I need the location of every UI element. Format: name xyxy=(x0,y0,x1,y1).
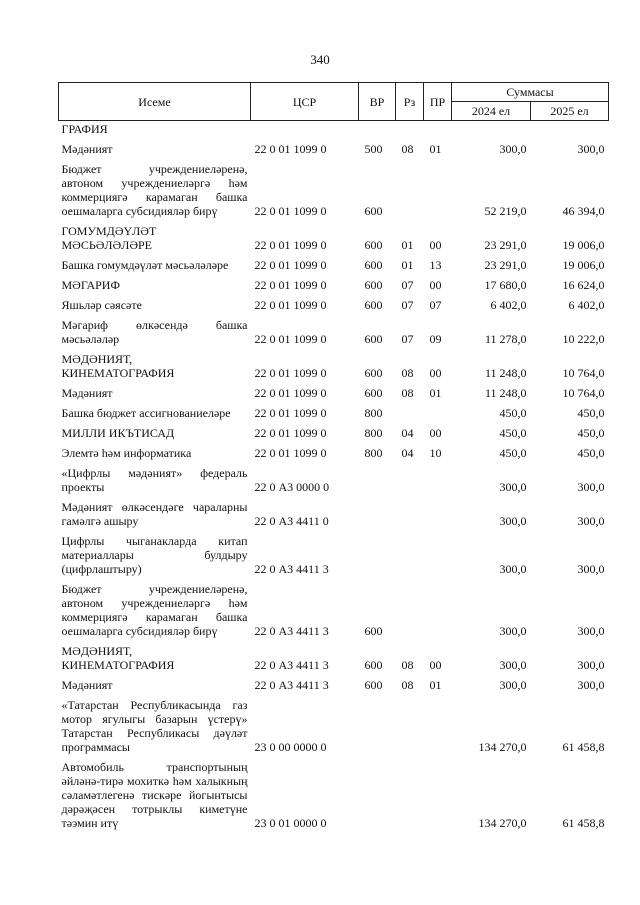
row-csr-code: 22 0 01 1099 0 xyxy=(254,278,327,292)
row-rz-code: 07 xyxy=(401,298,414,312)
row-vr-code: 600 xyxy=(364,678,383,692)
table-row xyxy=(59,274,609,294)
row-vr-code: 600 xyxy=(364,624,383,638)
header-year-2024: 2024 ел xyxy=(452,102,531,121)
page-number: 340 xyxy=(310,52,330,67)
row-amount-2025: 300,0 xyxy=(577,658,605,672)
row-vr-code: 600 xyxy=(364,258,383,272)
row-amount-2024: 300,0 xyxy=(499,678,527,692)
row-amount-2024: 300,0 xyxy=(499,562,527,576)
row-pr-code: 01 xyxy=(429,678,442,692)
row-rz-code: 08 xyxy=(401,142,414,156)
row-csr-code: 22 0 01 1099 0 xyxy=(254,366,327,380)
row-pr-code: 07 xyxy=(429,298,442,312)
table-row xyxy=(59,530,609,578)
row-pr-code: 00 xyxy=(429,238,442,252)
row-vr-code: 600 xyxy=(364,238,383,252)
row-name: «Цифрлы мәдәният» федераль проекты xyxy=(61,466,248,494)
row-rz-code xyxy=(396,158,424,220)
row-amount-2025: 10 764,0 xyxy=(562,386,605,400)
row-csr-code: 22 0 А3 4411 0 xyxy=(254,514,329,528)
row-vr-code: 600 xyxy=(364,278,383,292)
row-pr-code: 13 xyxy=(429,258,442,272)
row-amount-2024: 134 270,0 xyxy=(478,816,527,830)
table-row xyxy=(59,254,609,274)
row-csr-code: 22 0 01 1099 0 xyxy=(254,332,327,346)
row-pr-code: 00 xyxy=(429,278,442,292)
row-name: Мәдәният xyxy=(61,678,113,692)
row-name: Башка гомумдәүләт мәсьәләләре xyxy=(61,258,229,272)
row-amount-2024: 300,0 xyxy=(499,514,527,528)
row-vr-code: 800 xyxy=(364,426,383,440)
row-amount-2025: 6 402,0 xyxy=(568,298,605,312)
table-row xyxy=(59,422,609,442)
row-rz-code xyxy=(396,462,424,496)
row-pr-code xyxy=(424,121,452,139)
row-csr-code: 23 0 00 0000 0 xyxy=(254,740,327,754)
row-vr-code xyxy=(359,496,396,530)
row-amount-2024: 300,0 xyxy=(499,480,527,494)
table-row xyxy=(59,694,609,756)
row-amount-2024: 450,0 xyxy=(499,446,527,460)
table-row xyxy=(59,158,609,220)
table-header xyxy=(59,83,609,121)
row-amount-2025: 61 458,8 xyxy=(562,740,605,754)
table-row xyxy=(59,578,609,640)
table-row xyxy=(59,756,609,832)
row-amount-2024: 11 248,0 xyxy=(484,386,527,400)
table-row xyxy=(59,496,609,530)
row-rz-code xyxy=(396,694,424,756)
row-amount-2024: 11 278,0 xyxy=(484,332,527,346)
row-name: Мәгариф өлкәсендә башка мәсьәләләр xyxy=(61,318,248,346)
row-amount-2025: 300,0 xyxy=(577,142,605,156)
row-pr-code: 01 xyxy=(429,142,442,156)
row-vr-code: 600 xyxy=(364,366,383,380)
row-amount-2025: 300,0 xyxy=(577,624,605,638)
table-row xyxy=(59,220,609,254)
row-amount-2024: 52 219,0 xyxy=(484,204,527,218)
row-amount-2025: 19 006,0 xyxy=(562,258,605,272)
row-rz-code xyxy=(396,530,424,578)
header-rz: Рз xyxy=(396,83,424,121)
row-name: Бюджет учреждениеләренә, автоном учреждениеләргә һәм коммерциягә карамаган башка оешмаларга субсидияләр бирү xyxy=(61,582,248,638)
row-name: ГОМУМДӘҮЛӘТ МӘСЬӘЛӘЛӘРЕ xyxy=(61,224,157,252)
row-amount-2025: 19 006,0 xyxy=(562,238,605,252)
row-csr-code: 22 0 01 1099 0 xyxy=(254,142,327,156)
row-csr-code: 23 0 01 0000 0 xyxy=(254,816,327,830)
row-rz-code xyxy=(396,756,424,832)
row-rz-code: 08 xyxy=(401,678,414,692)
row-vr-code: 600 xyxy=(364,204,383,218)
row-csr-code: 22 0 01 1099 0 xyxy=(254,406,327,420)
row-rz-code: 08 xyxy=(401,366,414,380)
row-rz-code: 04 xyxy=(401,446,414,460)
row-rz-code: 07 xyxy=(401,332,414,346)
row-amount-2024: 300,0 xyxy=(499,624,527,638)
header-pr: ПР xyxy=(424,83,452,121)
row-rz-code: 01 xyxy=(401,238,414,252)
row-vr-code: 600 xyxy=(364,386,383,400)
row-name: МИЛЛИ ИКЪТИСАД xyxy=(61,426,175,440)
row-amount-2025: 10 222,0 xyxy=(562,332,605,346)
table-row xyxy=(59,402,609,422)
row-amount-2024: 23 291,0 xyxy=(484,238,527,252)
row-name: Мәдәният өлкәсендәге чараларны гамәлгә ашыру xyxy=(61,500,248,528)
row-amount-2025: 450,0 xyxy=(577,406,605,420)
row-amount-2024 xyxy=(452,121,531,139)
row-rz-code xyxy=(396,121,424,139)
row-csr-code: 22 0 А3 4411 3 xyxy=(254,678,329,692)
row-amount-2025: 300,0 xyxy=(577,678,605,692)
row-vr-code xyxy=(359,121,396,139)
table-row xyxy=(59,314,609,348)
row-pr-code xyxy=(424,158,452,220)
header-vr: ВР xyxy=(359,83,396,121)
header-year-2025: 2025 ел xyxy=(531,102,609,121)
row-csr-code: 22 0 01 1099 0 xyxy=(254,386,327,400)
table-row xyxy=(59,382,609,402)
row-pr-code: 00 xyxy=(429,366,442,380)
row-amount-2024: 300,0 xyxy=(499,658,527,672)
header-name: Исеме xyxy=(59,83,251,121)
row-name: ГРАФИЯ xyxy=(61,122,108,136)
row-csr-code: 22 0 А3 0000 0 xyxy=(254,480,330,494)
row-amount-2024: 23 291,0 xyxy=(484,258,527,272)
row-vr-code: 600 xyxy=(364,298,383,312)
row-amount-2024: 11 248,0 xyxy=(484,366,527,380)
row-vr-code: 600 xyxy=(364,332,383,346)
row-rz-code: 08 xyxy=(401,386,414,400)
row-name: Цифрлы чыганакларда китап материаллары булдыру (цифрлаштыру) xyxy=(61,534,248,576)
table-row xyxy=(59,442,609,462)
row-csr-code xyxy=(251,121,359,139)
row-vr-code xyxy=(359,530,396,578)
row-vr-code: 500 xyxy=(364,142,383,156)
row-csr-code: 22 0 01 1099 0 xyxy=(254,258,327,272)
row-amount-2025: 46 394,0 xyxy=(562,204,605,218)
row-amount-2025: 450,0 xyxy=(577,426,605,440)
row-amount-2024: 6 402,0 xyxy=(490,298,527,312)
row-name: Автомобиль транспортының әйләнә-тирә мохиткә һәм халыкның сәламәтлегенә тискәре йогынтысы дәрәҗәсен тотрыклы киметүне тәэмин итү xyxy=(61,760,248,830)
row-amount-2025: 300,0 xyxy=(577,480,605,494)
row-pr-code xyxy=(424,578,452,640)
table-row xyxy=(59,462,609,496)
row-name: Бюджет учреждениеләренә, автоном учреждениеләргә һәм коммерциягә карамаган башка оешмаларга субсидияләр бирү xyxy=(61,162,248,218)
row-pr-code: 01 xyxy=(429,386,442,400)
row-vr-code: 600 xyxy=(364,658,383,672)
row-pr-code xyxy=(424,694,452,756)
table-row xyxy=(59,294,609,314)
row-csr-code: 22 0 01 1099 0 xyxy=(254,204,327,218)
row-vr-code: 800 xyxy=(364,406,383,420)
row-amount-2024: 134 270,0 xyxy=(478,740,527,754)
row-csr-code: 22 0 01 1099 0 xyxy=(254,426,327,440)
row-amount-2024: 450,0 xyxy=(499,406,527,420)
row-pr-code: 00 xyxy=(429,658,442,672)
row-name: МӘДӘНИЯТ, КИНЕМАТОГРАФИЯ xyxy=(61,352,175,380)
row-pr-code: 00 xyxy=(429,426,442,440)
row-amount-2025: 450,0 xyxy=(577,446,605,460)
row-rz-code xyxy=(396,402,424,422)
row-csr-code: 22 0 01 1099 0 xyxy=(254,446,327,460)
row-amount-2025: 10 764,0 xyxy=(562,366,605,380)
row-rz-code: 07 xyxy=(401,278,414,292)
row-vr-code xyxy=(359,462,396,496)
row-amount-2025: 61 458,8 xyxy=(562,816,605,830)
row-pr-code xyxy=(424,756,452,832)
table-row xyxy=(59,674,609,694)
row-name: Элемтә һәм информатика xyxy=(61,446,192,460)
row-csr-code: 22 0 01 1099 0 xyxy=(254,238,327,252)
budget-table xyxy=(58,82,609,832)
row-pr-code xyxy=(424,462,452,496)
row-rz-code: 08 xyxy=(401,658,414,672)
row-csr-code: 22 0 01 1099 0 xyxy=(254,298,327,312)
row-pr-code xyxy=(424,496,452,530)
row-vr-code xyxy=(359,756,396,832)
row-rz-code xyxy=(396,496,424,530)
row-amount-2025: 16 624,0 xyxy=(562,278,605,292)
row-csr-code: 22 0 А3 4411 3 xyxy=(254,624,329,638)
row-amount-2024: 450,0 xyxy=(499,426,527,440)
row-csr-code: 22 0 А3 4411 3 xyxy=(254,562,329,576)
row-vr-code xyxy=(359,694,396,756)
header-csr: ЦСР xyxy=(251,83,359,121)
table-row xyxy=(59,640,609,674)
row-pr-code xyxy=(424,402,452,422)
table-body xyxy=(59,121,609,833)
row-amount-2025: 300,0 xyxy=(577,514,605,528)
row-pr-code: 10 xyxy=(429,446,442,460)
row-rz-code: 01 xyxy=(401,258,414,272)
row-name: Яшьләр сәясәте xyxy=(61,298,142,312)
table-row xyxy=(59,348,609,382)
row-amount-2024: 17 680,0 xyxy=(484,278,527,292)
row-pr-code: 09 xyxy=(429,332,442,346)
table-row xyxy=(59,138,609,158)
row-rz-code: 04 xyxy=(401,426,414,440)
row-name: «Татарстан Республикасында газ мотор ягулыгы базарын үстерү» Татарстан Республикасы дәүләт программасы xyxy=(61,698,248,754)
row-csr-code: 22 0 А3 4411 3 xyxy=(254,658,329,672)
row-amount-2024: 300,0 xyxy=(499,142,527,156)
table-row xyxy=(59,121,609,139)
row-amount-2025: 300,0 xyxy=(577,562,605,576)
row-vr-code: 800 xyxy=(364,446,383,460)
row-name: Мәдәният xyxy=(61,386,113,400)
row-amount-2025 xyxy=(531,121,609,139)
row-name: Мәдәният xyxy=(61,142,113,156)
row-name: МӘДӘНИЯТ, КИНЕМАТОГРАФИЯ xyxy=(61,644,175,672)
row-name: Башка бюджет ассигнованиеләре xyxy=(61,406,231,420)
row-pr-code xyxy=(424,530,452,578)
header-sums: Суммасы xyxy=(452,83,609,102)
row-rz-code xyxy=(396,578,424,640)
row-name: МӘГАРИФ xyxy=(61,278,120,292)
